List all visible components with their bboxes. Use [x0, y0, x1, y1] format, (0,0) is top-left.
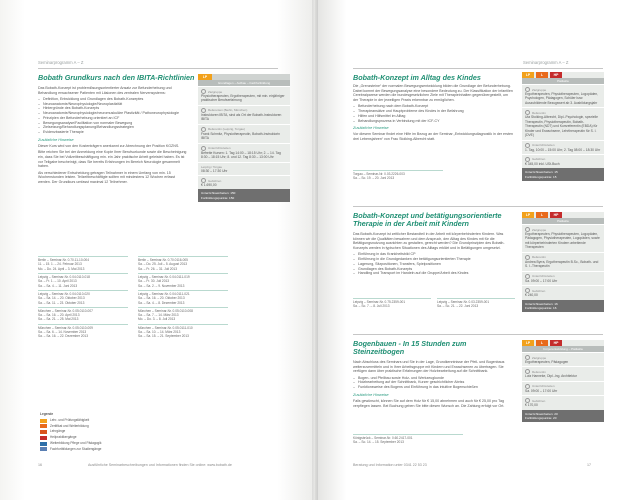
info-section [198, 162, 290, 175]
info-value: € 170,00 [525, 403, 538, 408]
list-item: – Evidenzbasierte Therapie [38, 130, 188, 135]
date-line: Sa. – Sa. 2. – 9. November 2013 [138, 283, 185, 288]
date-entry [353, 170, 443, 183]
header-rule [38, 68, 278, 69]
list-item: – Holzbearbeitung auf der Schnittbank, Kurzer geschichtlicher Abriss [353, 380, 513, 385]
topic-list [353, 104, 513, 123]
date-line: Sa. – Sa. 11. – 23. Oktober 2013 [38, 300, 85, 305]
legend-text: Weiterbildung Pflege und Pädagogik [50, 440, 102, 445]
info-label: Gebühren [208, 178, 222, 183]
date-line: Mo. – Do. 3. – 8. Juli 2013 [138, 317, 176, 322]
notes-text: Vor diesem Seminar findet eine Hilfe im Bezug an der Seminar „Entwicklungsdiagnostik in der ersten drei Lebensjahren“ von Frau Stoiking-Albrecht statt. [353, 132, 514, 142]
legend-heading: Legende [40, 412, 54, 416]
list-item: – Handling und Transport im Handeln auf die Gruppe/Arbeit des Kindes [353, 271, 513, 276]
legend-swatch [40, 424, 47, 428]
footer-text: Beratung und Information unter 0341 22 53 23 [353, 463, 427, 467]
section-body [38, 86, 188, 186]
list-item: – Therapieansätze und Hauptprobleme des Kindes in der Befahrung [353, 109, 513, 114]
info-value: Physiotherapeuten, Ergotherapeuten, mit min. einjähriger praktischer Berufserfahrung [201, 94, 285, 103]
date-column-b [138, 256, 228, 341]
date-title: München – Seminar-Nr. 0.05.0110-007 [38, 308, 93, 313]
info-section [522, 107, 604, 139]
info-section [522, 366, 604, 380]
category-caption: Pädiatrie [522, 218, 604, 224]
info-label: Gebühren [532, 157, 546, 162]
course-info-sidebar [522, 212, 604, 312]
date-line: Sa. – Sa. 16. – 22. Dezember 2013 [38, 334, 88, 339]
page-number: 17 [587, 463, 591, 467]
page-number: 16 [38, 463, 42, 467]
info-value: Instruktoren IBITA, sind als Ort der Bobath-Instruktoren IBITA [201, 112, 282, 122]
notes-text: Falls gewünscht, können Sie auf dem Holz für € 15,00 abnehmen und auch für € 25,00 pro Tag verpflegen lassen. Bei Buchung geben Sie bitte diesen Wunsch an. Die Zahlung erfolgt vor Ort. [353, 398, 505, 408]
legend-text: Fachfortbildungen zur Studiengänge [50, 446, 102, 451]
list-item: – Behandlungsprozess in Verbindung mit der ICF-CY [353, 119, 513, 124]
date-title: München – Seminar-Nr. 0.05.0110-009 [38, 325, 93, 330]
date-column-b [437, 298, 515, 311]
info-value: Lutz Hanneke, Dipl.-Ing. Architektur [525, 374, 577, 379]
points-text: Fortbildungspunkte: 150 [201, 195, 235, 200]
date-line: Sa. – Fr. 26. – 31. Juli 2013 [138, 266, 177, 271]
info-section [522, 154, 604, 168]
info-value: 1. Tag, 10:00 – 15:00 Uhr; 2. Tag 08:00 – 18:30 Uhr [525, 147, 601, 152]
date-title: Berlin – Seminar-Nr. 0.70.11-10-004 [38, 258, 89, 262]
tag-l: L [536, 340, 548, 346]
running-head: Seminarprogramm A – Z [38, 60, 84, 65]
date-entry [138, 290, 228, 307]
tag-lp: LP [522, 340, 534, 346]
units-text: Unterrichtseinheiten: 20 [525, 411, 558, 416]
intro-text: Die „Grenzsteine“ der normalen Bewegungsentwicklung bilden die Grundlage der Befunderhebung. Dabei kommt der Bewegungsanalyse eine besondere Bedeutung zu. Der Klassifikation der infantilen Cerebralparese werden die bundesgesetzlichen Ziele mit Therapieinhalten gegenübergestellt, um der Therapie in der jeweiligen Praxis erkennbar zu ermöglichen. [353, 84, 513, 103]
section-divider [353, 206, 603, 207]
category-caption: Pädiatrie [522, 78, 604, 84]
info-value: Sa. 09:00 – 17:00 Uhr [525, 388, 558, 393]
info-label: Zielgruppe [532, 87, 547, 92]
date-line: Sa. – Sa. 4. – 11. Juni 2013 [38, 283, 78, 288]
legend-swatch [40, 436, 47, 440]
right-page [315, 0, 630, 500]
info-value: € 345,00 inkl. USt-Buch [525, 161, 560, 166]
info-label: Referenten (Berlin, München) [208, 108, 248, 113]
date-line: Sa. – Sa. 4. – 8. Dezember 2013 [138, 300, 185, 305]
date-title: Königsbrück – Seminar-Nr. 0.60.2417-001 [353, 436, 413, 440]
section-body [353, 232, 513, 278]
tag-hp: HP [550, 340, 562, 346]
date-line: Sa. – Do. 25. Juli – 5. August 2013 [138, 262, 188, 267]
info-value: Ergotherapeuten, Pädagogen [525, 360, 569, 365]
list-item: – Bewegungsanalyse/Facilitation von normaler Bewegung [38, 121, 188, 126]
list-item: – Neuroanatomie/Neurophysiologie/neuromuskuläre Plastizität / Pathoneurophysiologie [38, 111, 188, 116]
tag-hp: HP [550, 72, 562, 78]
date-title: Leipzig – Seminar-Nr. 0.04.0111-019 [138, 274, 190, 279]
legend-swatch [40, 447, 47, 451]
clock-icon [525, 143, 530, 148]
date-column [353, 434, 463, 447]
date-entry [38, 273, 128, 290]
date-title: Berlin – Seminar-Nr. 0.70.0116-005 [138, 258, 188, 262]
list-item: – Definition, Entwicklung und Grundlagen des Bobath-Konzeptes [38, 97, 188, 102]
date-entry [353, 298, 431, 311]
topic-list [38, 97, 188, 135]
units-footer [198, 189, 290, 202]
info-section [522, 395, 604, 409]
info-label: Zielgruppe [208, 89, 223, 94]
info-section [198, 124, 290, 143]
footer-text: Ausführliche Seminarbeschreibungen und Informationen finden Sie online: www.bobath.de [88, 463, 232, 467]
info-label: Zielgruppe [532, 355, 547, 360]
date-entry [138, 273, 228, 290]
legend-item [40, 447, 102, 453]
date-column [353, 170, 443, 183]
date-entry [353, 434, 463, 447]
course-info-sidebar [522, 340, 604, 422]
section-divider [353, 334, 603, 335]
info-value: Ergotherapeuten, Physiotherapeuten, Logopäden, Pädagogen, Physiotherapeuten, Logopäden, sowie mit körperbehinderten Kindern arbeitende Therapeuten [525, 232, 600, 250]
date-title: Leipzig – Seminar-Nr. 0.03.2359-001 [437, 300, 490, 304]
notes-text: Als verschiedener Entscheidung getragen Teilnahmer in einem Umfang von min. 15 Wochenstunden leisten. Teilzeitbeschäftigte sollten mit mindestens 12 Wochen erfasst werden. Der Grundkurs umfasst maximal 12 Teilnehmer. [38, 170, 176, 184]
section-body [353, 84, 513, 143]
topic-list [353, 376, 513, 390]
list-item: – Funktionsweise des Bogens und Einführung in das intuitive Bogenschießen [353, 385, 513, 390]
date-entry [38, 324, 128, 341]
date-line: Sa. – Sa. 6. – 14. November 2013 [38, 330, 87, 335]
units-text: Unterrichtseinheiten: 16 [525, 301, 558, 306]
points-text: Fortbildungspunkte: 16 [525, 305, 557, 310]
info-section [522, 285, 604, 299]
date-line: Sa. – So. 14. – 15. September 2013 [353, 440, 404, 445]
category-caption: Grundlagen – Aufbau – Fachfortbildung [198, 80, 290, 86]
topic-list [353, 252, 513, 276]
date-title: Leipzig – Seminar-Nr. 0.04.0110-018 [38, 274, 90, 279]
date-line: Sa. – So. 21. – 22. Juni 2013 [437, 304, 479, 309]
category-tags [198, 74, 290, 80]
list-item: – Prinzipien der Befunderhebung orientiert an ICF [38, 116, 188, 121]
legend-swatch [40, 430, 47, 434]
notes-heading: Zusätzliche Hinweise [353, 392, 389, 397]
info-section [198, 143, 290, 162]
notes-heading: Zusätzliche Hinweise [38, 137, 74, 142]
date-line: Sa. – Fr. 30. Juli 2013 [138, 279, 170, 284]
notes-heading: Zusätzliche Hinweise [353, 126, 389, 131]
list-item: – Einführung in die Grundgedanken der betätigungsorientierten Therapie [353, 257, 513, 262]
info-value: Befreite Kursen: 1. Tag 14:00 – 18:15 Uhr; 2. – 14. Tag 8:30 – 18:15 Uhr; 8. und 12. Tag 8:30 – 13:00 Uhr [201, 150, 281, 160]
book-spine [312, 0, 318, 500]
units-text: Unterrichtseinheiten: 150 [201, 191, 236, 196]
date-column-a [38, 256, 128, 341]
running-head: Seminarprogramm A – Z [523, 60, 569, 65]
date-entry [437, 298, 515, 311]
units-footer [522, 410, 604, 423]
notes-text: Dieser Kurs wird von den Kostenträgern anerkannt zur Abrechnung der Position KGZNS. [38, 143, 180, 148]
info-value: 08:30 – 17:30 Uhr [201, 168, 228, 173]
tag-l: L [536, 212, 548, 218]
info-section [198, 105, 290, 124]
info-label: Leipzig / Torgau [201, 164, 223, 169]
info-label: Unterrichtszeiten [208, 146, 231, 151]
section-title: Bobath Grundkurs nach den IBITA-Richtlinien [38, 73, 195, 82]
date-line: Sa. – Fr. 1. – 10. April 2013 [38, 279, 77, 284]
date-title: München – Seminar-Nr. 0.05.0110-008 [138, 308, 193, 313]
info-value: Ergotherapeuten, Physiotherapeuten, Logopäden, Psychologen, Pädagogen, Schüler bzw. Auszubildende Bezugswert ab 3. Ausbildungsjahr [525, 92, 599, 105]
list-item: – Hilfen und Hilfsmittel im Alltag [353, 114, 513, 119]
date-entry [138, 307, 228, 324]
info-section [522, 140, 604, 154]
date-entry [38, 307, 128, 324]
legend-text: Lehr- und Prüfungsfähigkeit [50, 417, 90, 422]
info-label: Referentin [532, 255, 546, 260]
date-line: Sa. – Sa. 15. – 21. September 2013 [138, 334, 189, 339]
section-title: Bobath-Konzept und betätigungsorientierte Therapie in der Arbeit mit Kindern [353, 211, 502, 229]
clock-icon [201, 146, 206, 151]
info-label: Gebühren [532, 288, 546, 293]
date-title: München – Seminar-Nr. 0.05.0111-010 [138, 325, 193, 330]
date-line: Sa. – So. 7. – 8. Juli 2013 [353, 304, 390, 309]
tag-hp: HP [550, 212, 562, 218]
date-line: Sa. – Sa. 10. – 14. März 2013 [138, 330, 181, 335]
date-line: Sa. – Sa. 7. – 14. März 2013 [138, 313, 179, 318]
intro-text: Nach Abschluss des Seminars und Sie in der Lage, Grundkenntnisse der Pfeil- und Bogenbaus weiterzuvermitteln und in Ihrer Arbeitsgruppe mit Kindern und Erwachsenen zu übertragen. Sie verfügen dann über praktische Erfahrungen der Holzbearbeitung auf die Schnittbank. [353, 360, 505, 374]
date-title: Leipzig – Seminar-Nr. 0.04.0110-020 [38, 291, 90, 296]
info-section [198, 175, 290, 189]
info-label: Gebühren [532, 398, 546, 403]
info-section [522, 84, 604, 107]
course-info-sidebar [198, 74, 290, 202]
tag-spacer [212, 74, 290, 80]
list-item: – Neuroanatomie/Neurophysiologie/Neuroplastizität [38, 102, 188, 107]
date-line: Sa. – Sa. 16. – 20. April 2013 [38, 313, 80, 318]
points-text: Fortbildungspunkte: 20 [525, 416, 557, 421]
date-line: Sa. – Sa. 21. – 25. Mai 2013 [38, 317, 79, 322]
info-section [522, 271, 604, 285]
date-line: Sa. – So. 19. – 20. Juni 2013 [353, 176, 395, 181]
info-section [522, 352, 604, 366]
info-label: Unterrichtszeiten [532, 384, 555, 389]
tag-lp: LP [522, 212, 534, 218]
info-label: Referentin (Leipzig, Torgau) [208, 127, 245, 132]
date-line: 11. – 15. 1. – 24. Februar 2013 [38, 262, 82, 267]
category-caption: Körperentwicklung – Pädiatrie [522, 346, 604, 352]
date-line: Sa. – Sa. 14. – 20. Oktober 2013 [38, 296, 85, 301]
legend-text: Heilpraktikergänge [50, 435, 77, 440]
info-label: Referentin [532, 369, 546, 374]
date-line: Mo. – Do. 24. April – 3. Mai 2013 [38, 266, 85, 271]
tag-l: L [536, 72, 548, 78]
legend-swatch [40, 419, 47, 423]
list-item: – Befunderhebung nach dem Bobath-Konzept [353, 104, 513, 109]
date-entry [38, 256, 128, 273]
clock-icon [525, 274, 530, 279]
legend-text: Zertifikat und Weiterbildung [50, 423, 89, 428]
course-info-sidebar [522, 72, 604, 181]
tag-lp: LP [198, 74, 212, 80]
section-title: Bogenbauen - In 15 Stunden zum Steinzeitbogen [353, 339, 467, 357]
intro-text: Das Bobath-Konzept ist problemlösungsorientierter Ansatz zur Befunderhebung und Behandlung erwachsener Patienten mit Läsionen des zentralen Nervensystems: [38, 86, 172, 95]
info-value: Frank Schmitz, Physiotherapeutin, Bobath-Instruktorin IBITA [201, 131, 280, 141]
info-value: € 240,00 [525, 293, 538, 298]
info-value: Uta Stoiking-Albrecht, Dipl.-Psychologin, spezielle Therapeutin, Physiotherapeutin, Bobath-Therapeutin (NDT) und Kursreferentin (EBDA) für Kinder und Erwachsene, Lehrtherapeutin für S. I. (DVE) [525, 115, 598, 138]
date-entry [138, 256, 228, 273]
notes-text: Bitte reichen Sie bei der Anmeldung eine Kopie Ihrer Berufsurkunde sowie die Bescheinigung ein, dass Sie bei Vollzeitbeschäftigung min. ein Jahr praktische Arbeit geleistet haben. Es ist vor Teilgabe bescheinigt, dass Sie bereits Erfahrungen im Bereich Neurologie gesammelt haben. [38, 150, 187, 169]
legend [40, 412, 102, 452]
date-entry [138, 324, 228, 341]
list-item: – Einführung in das Krankheitsbild CP [353, 252, 513, 257]
intro-text: Das Bobath-Konzept ist zeitlicher Bestandteil in der Arbeit mit körperbehinderten Kindern. Was können wir die Qualitäten bewahren und dem Anspruch, den Alltag des Kindes mit für die Betätigungsnutzung ausrichten zu gestalten, gerecht werden? Die Grundprinzipien des Bobath-Konzepts werden in typischen Situationen des Alltags erklärt und in Betätigungen umgesetzt. [353, 232, 505, 251]
legend-text: Lehrgänge [50, 429, 66, 434]
date-entry [38, 290, 128, 307]
date-column-a [353, 298, 431, 311]
date-line: Sa. – Sa. 16. – 20. Oktober 2013 [138, 296, 185, 301]
list-item: – Grundlagen des Bobath-Konzepts [353, 267, 513, 272]
date-title: Leipzig – Seminar-Nr. 0.04.0111-021 [138, 291, 190, 296]
list-item: – Bogen- und Pfeilbau sowie Holz- und Werkzeugkunde [353, 376, 513, 381]
units-footer [522, 300, 604, 313]
list-item: – Lagerung, Sitzpositionen, Transfers, Spielpositionen [353, 262, 513, 267]
units-footer [522, 168, 604, 181]
info-section [522, 252, 604, 271]
legend-swatch [40, 442, 47, 446]
info-section [522, 224, 604, 252]
info-value: € 1.690,00 [201, 183, 217, 188]
list-item: – Zielsetzung/Behandlungsplanung/Behandlungsstrategien [38, 125, 188, 130]
tag-lp: LP [522, 72, 534, 78]
points-text: Fortbildungspunkte: 15 [525, 174, 557, 179]
header-rule [353, 68, 603, 69]
date-title: Torgau – Seminar-Nr. 0.03.2226-003 [353, 172, 405, 176]
info-label: Zielgruppe [532, 227, 547, 232]
list-item: – Hintergründe des Bobath-Konzepts [38, 106, 188, 111]
info-section [522, 381, 604, 395]
info-label: Unterrichtszeiten [532, 143, 555, 148]
units-text: Unterrichtseinheiten: 15 [525, 170, 558, 175]
section-title: Bobath-Konzept im Alltag des Kindes [353, 73, 481, 82]
info-value: Sa. 09:00 – 17:00 Uhr [525, 278, 558, 283]
info-label: Unterrichtszeiten [532, 274, 555, 279]
info-value: Andrea Byrra, Ergotherapeutin B.Sc., Bobath- und S. I.-Therapeutin [525, 259, 599, 269]
date-title: Leipzig – Seminar-Nr. 0.75.2359-001 [353, 300, 406, 304]
section-body [353, 360, 513, 410]
info-label: Referentin [532, 110, 546, 115]
info-section [198, 86, 290, 105]
